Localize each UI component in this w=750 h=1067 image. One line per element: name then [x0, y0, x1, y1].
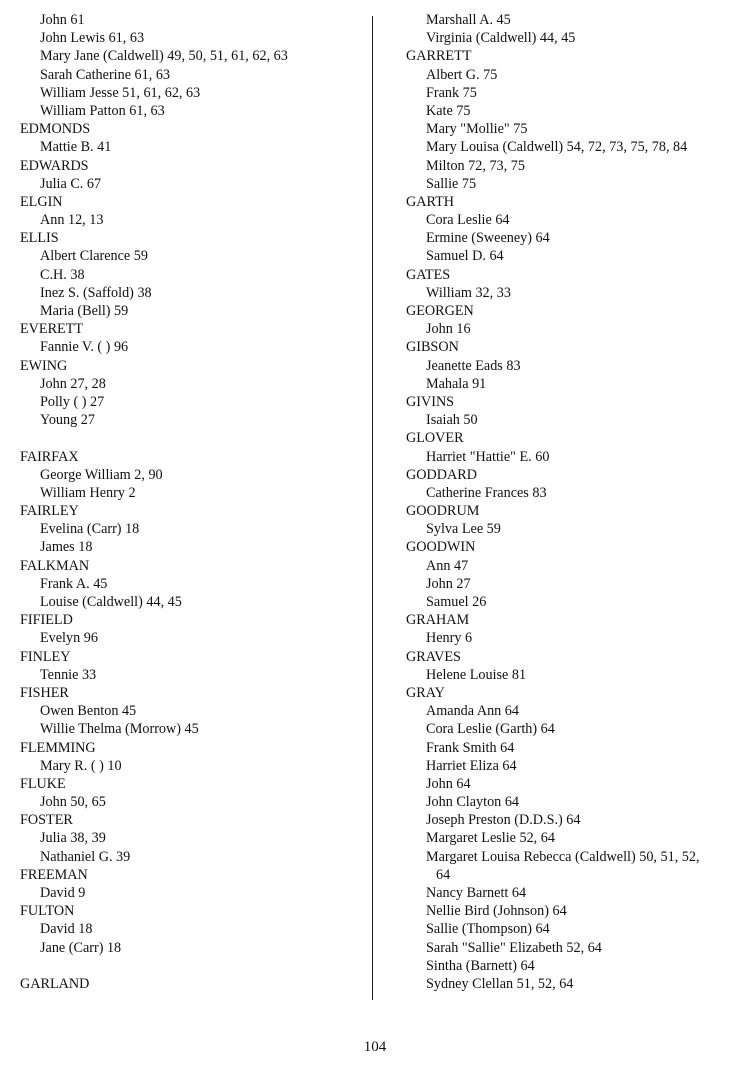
index-entry: Sintha (Barnett) 64	[426, 957, 535, 974]
index-entry: David 18	[40, 921, 93, 938]
index-entry: Helene Louise 81	[426, 666, 527, 683]
surname-heading: FULTON	[20, 903, 75, 920]
index-column-left	[16, 11, 366, 993]
index-entry: Margaret Leslie 52, 64	[426, 830, 555, 847]
index-entry: Jane (Carr) 18	[40, 939, 122, 956]
index-entry: Mary Jane (Caldwell) 49, 50, 51, 61, 62, 63	[40, 48, 288, 65]
index-entry: Amanda Ann 64	[426, 703, 519, 720]
index-entry: John Lewis 61, 63	[40, 30, 145, 47]
column-divider	[372, 16, 373, 1000]
surname-heading: ELLIS	[20, 230, 59, 247]
surname-heading: EWING	[20, 357, 68, 374]
index-entry: Samuel 26	[426, 594, 487, 610]
section-gap	[16, 957, 366, 975]
index-entry: Sydney Clellan 51, 52, 64	[426, 975, 574, 992]
index-entry: Joseph Preston (D.D.S.) 64	[426, 812, 581, 829]
index-entry: Frank 75	[426, 84, 477, 101]
surname-heading: FAIRLEY	[20, 503, 79, 520]
index-entry: Isaiah 50	[426, 412, 478, 429]
index-entry: Kate 75	[426, 102, 471, 119]
index-entry: Young 27	[40, 412, 95, 429]
entry-continuation: 64	[436, 866, 451, 883]
surname-heading: FOSTER	[20, 812, 73, 829]
index-column-right	[402, 11, 747, 993]
index-entry: John 27	[426, 575, 471, 592]
index-entry: Owen Benton 45	[40, 703, 137, 720]
index-entry: Sallie (Thompson) 64	[426, 921, 550, 938]
index-entry: Ann 12, 13	[40, 212, 104, 229]
surname-heading: GARTH	[406, 193, 455, 210]
index-entry: Samuel D. 64	[426, 248, 504, 265]
index-entry: John Clayton 64	[426, 794, 520, 811]
index-entry: Sallie 75	[426, 175, 477, 192]
index-entry: Nancy Barnett 64	[426, 885, 527, 901]
page-number: 104	[363, 1039, 387, 1055]
section-gap	[16, 429, 366, 447]
index-entry: Harriet "Hattie" E. 60	[426, 448, 550, 465]
index-entry: Willie Thelma (Morrow) 45	[40, 721, 199, 738]
surname-heading: FLUKE	[20, 775, 66, 792]
surname-heading: FAIRFAX	[20, 448, 79, 465]
index-entry: Mary R. ( ) 10	[40, 757, 122, 774]
surname-heading: GODDARD	[406, 466, 477, 483]
index-entry: John 27, 28	[40, 375, 106, 392]
index-entry: James 18	[40, 539, 93, 556]
index-entry: Tennie 33	[40, 666, 97, 683]
surname-heading: EDMONDS	[20, 121, 91, 138]
index-entry: Mary Louisa (Caldwell) 54, 72, 73, 75, 78, 84	[426, 139, 688, 156]
index-entry: Inez S. (Saffold) 38	[40, 284, 152, 301]
index-entry: Sylva Lee 59	[426, 521, 501, 538]
surname-heading: GLOVER	[406, 430, 464, 447]
surname-heading: GIBSON	[406, 339, 459, 356]
index-entry: William Jesse 51, 61, 62, 63	[40, 84, 201, 101]
surname-heading: GIVINS	[406, 393, 455, 410]
index-entry: Marshall A. 45	[426, 12, 511, 28]
index-entry: Louise (Caldwell) 44, 45	[40, 594, 182, 610]
index-entry: C.H. 38	[40, 266, 85, 283]
index-entry: Sarah "Sallie" Elizabeth 52, 64	[426, 939, 602, 956]
index-entry: Mahala 91	[426, 375, 487, 392]
surname-heading: GRAHAM	[406, 612, 470, 629]
index-entry: Julia C. 67	[40, 175, 102, 192]
index-entry: Mattie B. 41	[40, 139, 112, 156]
surname-heading: FIFIELD	[20, 612, 73, 629]
surname-heading: ELGIN	[20, 193, 63, 210]
index-entry: William Henry 2	[40, 484, 136, 501]
index-entry: Henry 6	[426, 630, 473, 647]
index-entry: William Patton 61, 63	[40, 102, 165, 119]
index-entry: Ann 47	[426, 557, 469, 574]
surname-heading: FISHER	[20, 684, 69, 701]
index-entry: Polly ( ) 27	[40, 393, 105, 410]
index-entry: Albert Clarence 59	[40, 248, 148, 265]
index-entry: John 64	[426, 775, 471, 792]
index-entry: Nathaniel G. 39	[40, 848, 131, 865]
index-entry: John 61	[40, 12, 85, 28]
surname-heading: GOODWIN	[406, 539, 476, 556]
index-entry: George William 2, 90	[40, 466, 163, 483]
surname-heading: FLEMMING	[20, 739, 96, 756]
index-entry: Catherine Frances 83	[426, 484, 547, 501]
index-entry: Virginia (Caldwell) 44, 45	[426, 30, 576, 47]
index-entry: Margaret Louisa Rebecca (Caldwell) 50, 51, 52,	[426, 848, 700, 865]
index-entry: John 50, 65	[40, 794, 106, 811]
surname-heading: FALKMAN	[20, 557, 90, 574]
index-entry: Frank A. 45	[40, 575, 108, 592]
index-entry: Fannie V. ( ) 96	[40, 339, 129, 356]
surname-heading: FINLEY	[20, 648, 71, 665]
index-entry: Evelina (Carr) 18	[40, 521, 140, 538]
index-entry: Cora Leslie (Garth) 64	[426, 721, 555, 738]
index-entry: Mary "Mollie" 75	[426, 121, 528, 138]
surname-heading: GOODRUM	[406, 503, 480, 520]
index-entry: Milton 72, 73, 75	[426, 157, 525, 174]
surname-heading: GATES	[406, 266, 451, 283]
index-entry: Ermine (Sweeney) 64	[426, 230, 550, 247]
index-entry: Evelyn 96	[40, 630, 98, 647]
surname-heading: GRAY	[406, 684, 445, 701]
index-entry: Maria (Bell) 59	[40, 303, 129, 319]
surname-heading: FREEMAN	[20, 866, 88, 883]
surname-heading: EVERETT	[20, 321, 84, 338]
index-entry: Harriet Eliza 64	[426, 757, 517, 774]
surname-heading: GEORGEN	[406, 303, 474, 319]
surname-heading: EDWARDS	[20, 157, 89, 174]
surname-heading: GARLAND	[20, 975, 90, 992]
index-entry: Frank Smith 64	[426, 739, 515, 756]
index-entry: David 9	[40, 885, 86, 901]
index-entry: John 16	[426, 321, 471, 338]
index-entry: Nellie Bird (Johnson) 64	[426, 903, 567, 920]
index-entry: Cora Leslie 64	[426, 212, 510, 229]
surname-heading: GRAVES	[406, 648, 461, 665]
surname-heading: GARRETT	[406, 48, 472, 65]
index-entry: Julia 38, 39	[40, 830, 106, 847]
index-entry: Albert G. 75	[426, 66, 498, 83]
index-entry: William 32, 33	[426, 284, 511, 301]
index-entry: Sarah Catherine 61, 63	[40, 66, 171, 83]
index-entry: Jeanette Eads 83	[426, 357, 521, 374]
